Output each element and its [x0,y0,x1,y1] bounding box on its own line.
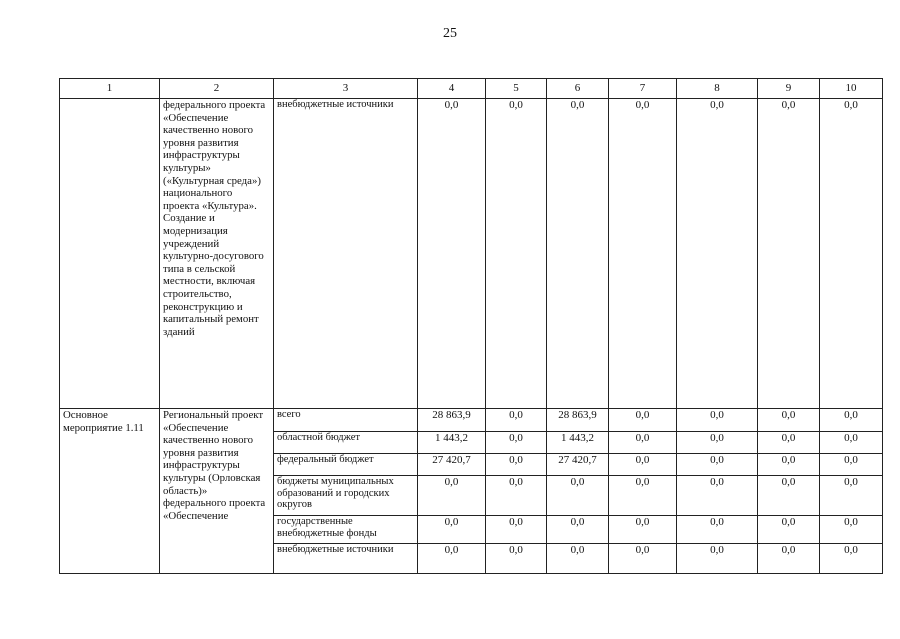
table-row [60,409,883,432]
value-cell: 0,0 [486,454,547,476]
value-cell: 0,0 [677,432,758,454]
value-cell: 0,0 [609,432,677,454]
value-cell: 0,0 [820,544,883,574]
value-cell: 0,0 [486,432,547,454]
value-cell: 0,0 [486,476,547,516]
value-cell: 28 863,9 [547,409,609,432]
value-cell: 0,0 [418,516,486,544]
value-cell: 0,0 [758,544,820,574]
value-cell: 0,0 [609,476,677,516]
value-cell: 0,0 [418,476,486,516]
measure-title [60,99,160,409]
value-cell: 0,0 [609,99,677,409]
value-cell: 0,0 [609,516,677,544]
funding-source: государственные внебюджетные фонды [274,516,418,544]
value-cell: 27 420,7 [418,454,486,476]
value-cell: 0,0 [547,544,609,574]
value-cell: 0,0 [820,454,883,476]
header-col-2: 2 [160,79,274,99]
value-cell: 0,0 [677,544,758,574]
header-col-4: 4 [418,79,486,99]
page-number: 25 [443,26,457,41]
header-col-1: 1 [60,79,160,99]
value-cell: 0,0 [609,454,677,476]
header-col-6: 6 [547,79,609,99]
value-cell: 1 443,2 [547,432,609,454]
value-cell: 0,0 [677,516,758,544]
value-cell: 0,0 [677,409,758,432]
value-cell: 0,0 [677,99,758,409]
funding-source: областной бюджет [274,432,418,454]
value-cell: 0,0 [758,454,820,476]
value-cell: 0,0 [418,544,486,574]
value-cell: 27 420,7 [547,454,609,476]
measure-title: Основное мероприятие 1.11 [60,409,160,574]
value-cell: 0,0 [486,409,547,432]
header-col-10: 10 [820,79,883,99]
value-cell: 0,0 [758,476,820,516]
value-cell: 0,0 [758,516,820,544]
value-cell: 0,0 [486,544,547,574]
value-cell: 0,0 [820,516,883,544]
measure-description: федерального проекта «Обеспечение качественно нового уровня развития инфраструктуры культуры» («Культурная среда») национального проекта «Культура». Создание и модернизация учреждений культурно-досугового типа в сельской местности, включая строительство, реконструкцию и капитальный ремонт зданий [160,99,274,409]
value-cell: 0,0 [820,432,883,454]
funding-source: внебюджетные источники [274,99,418,409]
value-cell: 0,0 [609,409,677,432]
funding-source: внебюджетные источники [274,544,418,574]
value-cell: 1 443,2 [418,432,486,454]
value-cell: 0,0 [609,544,677,574]
value-cell: 0,0 [486,99,547,409]
value-cell: 0,0 [758,99,820,409]
header-col-5: 5 [486,79,547,99]
value-cell: 0,0 [758,432,820,454]
measure-description: Региональный проект «Обеспечение качественно нового уровня развития инфраструктуры культуры (Орловская область)» федерального проекта «Обеспечение [160,409,274,574]
header-row [60,79,883,99]
value-cell: 0,0 [547,476,609,516]
value-cell: 0,0 [677,454,758,476]
budget-table [59,78,883,574]
funding-source: всего [274,409,418,432]
value-cell: 0,0 [677,476,758,516]
value-cell: 0,0 [820,409,883,432]
funding-source: федеральный бюджет [274,454,418,476]
value-cell: 0,0 [820,476,883,516]
value-cell: 0,0 [820,99,883,409]
value-cell: 0,0 [758,409,820,432]
header-col-3: 3 [274,79,418,99]
value-cell: 28 863,9 [418,409,486,432]
header-col-7: 7 [609,79,677,99]
header-col-8: 8 [677,79,758,99]
value-cell: 0,0 [486,516,547,544]
value-cell: 0,0 [547,99,609,409]
value-cell: 0,0 [418,99,486,409]
table-row [60,99,883,409]
funding-source: бюджеты муниципальных образований и городских округов [274,476,418,516]
value-cell: 0,0 [547,516,609,544]
header-col-9: 9 [758,79,820,99]
